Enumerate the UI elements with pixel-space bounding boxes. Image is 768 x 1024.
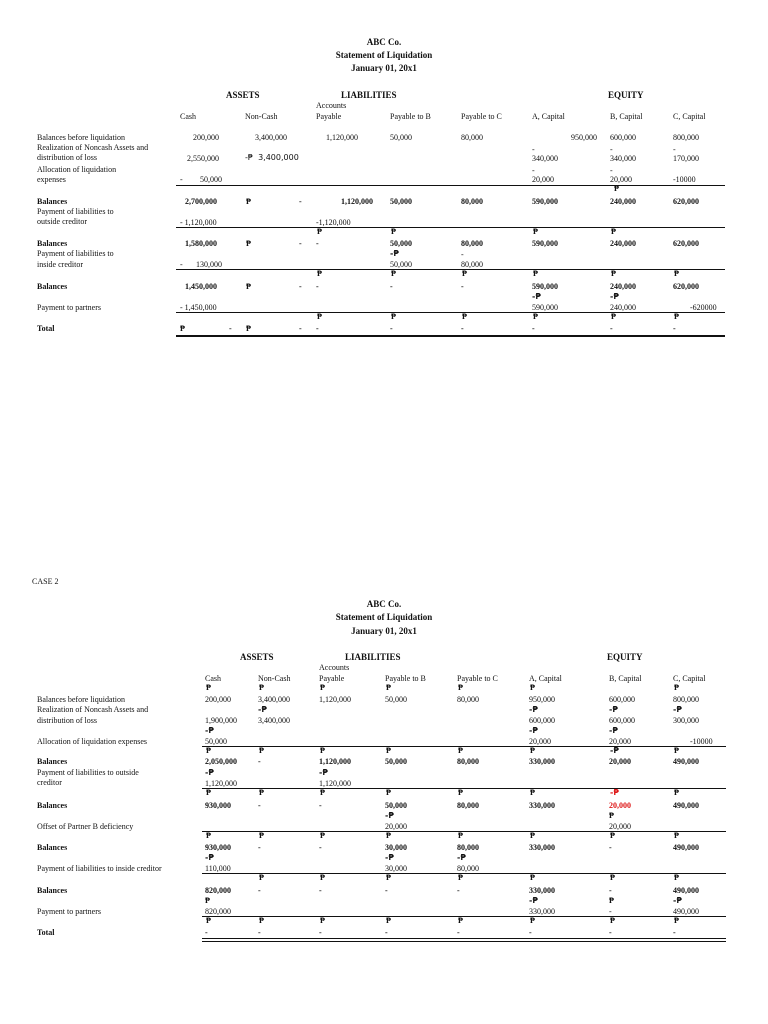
peso-sign: ₱ <box>259 788 264 797</box>
peso-sign: ₱ <box>206 831 211 840</box>
subtotal-rule <box>202 746 726 747</box>
neg-peso: -₱ <box>205 726 214 735</box>
cell: 170,000 <box>673 154 699 163</box>
dash: - <box>610 324 613 333</box>
peso-sign: ₱ <box>533 312 538 321</box>
cell: 590,000 <box>532 239 558 248</box>
dash: - <box>457 886 460 895</box>
peso-sign: ₱ <box>462 312 467 321</box>
cell: 80,000 <box>461 260 483 269</box>
dash: - <box>229 324 232 333</box>
neg-peso: -₱ <box>610 746 619 755</box>
cell: 620,000 <box>673 282 699 291</box>
cell: 340,000 <box>532 154 558 163</box>
cell: 50,000 <box>200 175 222 184</box>
peso-sign: ₱ <box>391 269 396 278</box>
col-capital-c: C, Capital <box>673 674 706 683</box>
peso-sign: ₱ <box>674 873 679 882</box>
dash: - <box>180 260 183 269</box>
neg-peso: -₱ <box>390 249 399 258</box>
peso-sign: ₱ <box>317 269 322 278</box>
peso-sign: ₱ <box>317 312 322 321</box>
liabilities-header: LIABILITIES <box>345 652 401 662</box>
peso-sign: ₱ <box>259 916 264 925</box>
peso-sign: ₱ <box>609 811 614 820</box>
dash: - <box>609 928 612 937</box>
cell: 600,000 <box>610 133 636 142</box>
cell: 80,000 <box>457 843 479 852</box>
cell: 620,000 <box>673 239 699 248</box>
dash: - <box>609 907 612 916</box>
cell: 50,000 <box>385 695 407 704</box>
cell: 20,000 <box>609 822 631 831</box>
dash: - <box>532 166 535 175</box>
peso-sign: ₱ <box>458 746 463 755</box>
col-cash: Cash <box>205 674 221 683</box>
row-label: Offset of Partner B deficiency <box>37 822 134 831</box>
peso-sign: ₱ <box>259 683 264 692</box>
cell: 2,050,000 <box>205 757 237 766</box>
peso-sign: ₱ <box>533 227 538 236</box>
cell: 1,900,000 <box>205 716 237 725</box>
cell: 50,000 <box>390 260 412 269</box>
cell: 80,000 <box>461 197 483 206</box>
peso-sign: ₱ <box>609 896 614 905</box>
cell: 3,400,000 <box>255 133 287 142</box>
cell: -₱ 3,400,000 <box>245 153 299 162</box>
equity-header: EQUITY <box>608 90 644 100</box>
peso-sign: ₱ <box>206 746 211 755</box>
cell: 600,000 <box>609 695 635 704</box>
cell: 20,000 <box>532 175 554 184</box>
dash: - <box>319 928 322 937</box>
dash: - <box>385 928 388 937</box>
peso-sign: ₱ <box>610 831 615 840</box>
cell: 330,000 <box>529 907 555 916</box>
peso-sign: ₱ <box>386 831 391 840</box>
cell: 80,000 <box>461 239 483 248</box>
dash: - <box>205 928 208 937</box>
total-double-rule <box>202 938 726 942</box>
cell: 20,000 <box>610 175 632 184</box>
case2-label: CASE 2 <box>32 577 59 586</box>
peso-sign: ₱ <box>458 916 463 925</box>
cell: - 1,450,000 <box>180 303 217 312</box>
statement-title: Statement of Liquidation <box>335 50 433 60</box>
neg-peso: -₱ <box>205 853 214 862</box>
subtotal-rule <box>202 788 726 789</box>
company-name: ABC Co. <box>366 37 402 47</box>
peso-sign: ₱ <box>674 269 679 278</box>
dash: - <box>258 801 261 810</box>
row-label: outside creditor <box>37 217 87 226</box>
peso-sign: ₱ <box>458 683 463 692</box>
cell: 200,000 <box>193 133 219 142</box>
cell: 80,000 <box>461 133 483 142</box>
cell: 20,000 <box>609 737 631 746</box>
dash: - <box>258 843 261 852</box>
neg-peso: -₱ <box>609 705 618 714</box>
col-noncash: Non-Cash <box>258 674 291 683</box>
dash: - <box>299 239 302 248</box>
peso-sign: ₱ <box>320 683 325 692</box>
col-noncash: Non-Cash <box>245 112 278 121</box>
dash: - <box>385 886 388 895</box>
peso-sign: ₱ <box>320 916 325 925</box>
peso-sign: ₱ <box>530 831 535 840</box>
col-ap-line1: Accounts <box>319 663 350 672</box>
dash: - <box>609 886 612 895</box>
cell: -10000 <box>673 175 696 184</box>
row-label: Payment of liabilities to <box>37 249 114 258</box>
cell: 80,000 <box>457 695 479 704</box>
dash: - <box>316 239 319 248</box>
cell: 1,120,000 <box>319 779 351 788</box>
cell: 330,000 <box>529 801 555 810</box>
peso-sign: ₱ <box>614 184 619 193</box>
cell: 20,000 <box>385 822 407 831</box>
cell: 240,000 <box>610 239 636 248</box>
neg-peso: -₱ <box>385 811 394 820</box>
subtotal-rule <box>176 269 725 270</box>
subtotal-rule <box>176 185 725 186</box>
neg-peso: -₱ <box>205 768 214 777</box>
peso-sign: ₱ <box>391 312 396 321</box>
dash: - <box>609 843 612 852</box>
neg-peso: -₱ <box>319 768 328 777</box>
neg-peso: -₱ <box>529 726 538 735</box>
peso-sign: ₱ <box>610 873 615 882</box>
statement-date: January 01, 20x1 <box>351 626 417 636</box>
peso-sign: ₱ <box>386 916 391 925</box>
subtotal-rule <box>176 312 725 313</box>
peso-sign: ₱ <box>530 873 535 882</box>
dash: - <box>457 928 460 937</box>
row-label: Balances <box>37 801 68 810</box>
cell: 800,000 <box>673 133 699 142</box>
row-label: Balances before liquidation <box>37 133 125 142</box>
col-capital-a: A, Capital <box>532 112 565 121</box>
row-label: Payment of liabilities to <box>37 207 114 216</box>
peso-sign: ₱ <box>320 746 325 755</box>
peso-sign: ₱ <box>530 788 535 797</box>
peso-sign: ₱ <box>533 269 538 278</box>
cell: 490,000 <box>673 801 699 810</box>
col-payable-b: Payable to B <box>390 112 431 121</box>
dash: - <box>461 250 464 259</box>
col-payable-c: Payable to C <box>461 112 502 121</box>
dash: - <box>319 886 322 895</box>
peso-sign: ₱ <box>320 873 325 882</box>
neg-peso: -₱ <box>673 705 682 714</box>
cell: 1,580,000 <box>185 239 217 248</box>
cell: 50,000 <box>385 757 407 766</box>
peso-sign: ₱ <box>386 746 391 755</box>
peso-sign: ₱ <box>530 683 535 692</box>
peso-sign: ₱ <box>458 788 463 797</box>
col-ap-line2: Payable <box>319 674 345 683</box>
cell: -620000 <box>690 303 717 312</box>
cell: 2,550,000 <box>187 154 219 163</box>
row-label: Balances <box>37 282 68 291</box>
row-label: Payment of liabilities to outside <box>37 768 139 777</box>
cell: 240,000 <box>610 282 636 291</box>
cell: 930,000 <box>205 843 231 852</box>
dash: - <box>319 843 322 852</box>
peso-sign: ₱ <box>674 683 679 692</box>
row-label: Realization of Noncash Assets and <box>37 143 149 152</box>
dash: - <box>316 324 319 333</box>
cell: 80,000 <box>457 864 479 873</box>
dash: - <box>258 928 261 937</box>
cell: 1,120,000 <box>319 757 351 766</box>
assets-header: ASSETS <box>240 652 274 662</box>
dash: - <box>673 145 676 154</box>
neg-peso: -₱ <box>385 853 394 862</box>
cell: 1,120,000 <box>341 197 373 206</box>
cell: 20,000 <box>529 737 551 746</box>
dash: - <box>299 282 302 291</box>
dash: - <box>610 145 613 154</box>
dash: - <box>532 324 535 333</box>
row-label: creditor <box>37 778 62 787</box>
peso-sign: ₱ <box>674 831 679 840</box>
cell: 240,000 <box>610 303 636 312</box>
cell: -1,120,000 <box>316 218 351 227</box>
row-label: distribution of loss <box>37 716 98 725</box>
cell: 950,000 <box>571 133 597 142</box>
peso-sign: ₱ <box>611 227 616 236</box>
cell: 490,000 <box>673 907 699 916</box>
peso-sign: ₱ <box>259 746 264 755</box>
cell: 1,120,000 <box>326 133 358 142</box>
col-capital-a: A, Capital <box>529 674 562 683</box>
statement-title: Statement of Liquidation <box>335 612 433 622</box>
cell: 490,000 <box>673 757 699 766</box>
peso-sign: ₱ <box>206 788 211 797</box>
neg-peso: -₱ <box>529 705 538 714</box>
subtotal-rule <box>202 873 726 874</box>
assets-header: ASSETS <box>226 90 260 100</box>
cell: 80,000 <box>457 757 479 766</box>
cell: 820,000 <box>205 886 231 895</box>
row-label: Balances <box>37 197 68 206</box>
cell: 30,000 <box>385 864 407 873</box>
dash: - <box>316 282 319 291</box>
peso-sign: ₱ <box>206 683 211 692</box>
peso-sign: ₱ <box>386 683 391 692</box>
cell: 1,450,000 <box>185 282 217 291</box>
cell: 50,000 <box>390 197 412 206</box>
neg-peso: -₱ <box>610 292 619 301</box>
peso-sign: ₱ <box>246 324 251 333</box>
cell: 50,000 <box>205 737 227 746</box>
row-label: Balances <box>37 757 68 766</box>
col-capital-c: C, Capital <box>673 112 706 121</box>
subtotal-rule <box>202 916 726 917</box>
cell: 30,000 <box>385 843 407 852</box>
dash: - <box>258 886 261 895</box>
total-rule <box>176 335 725 337</box>
neg-peso: -₱ <box>529 896 538 905</box>
statement-date: January 01, 20x1 <box>351 63 417 73</box>
cell: 330,000 <box>529 843 555 852</box>
row-label: Balances <box>37 239 68 248</box>
dash: - <box>610 166 613 175</box>
col-capital-b: B, Capital <box>610 112 643 121</box>
cell: 620,000 <box>673 197 699 206</box>
neg-peso: -₱ <box>532 292 541 301</box>
dash: - <box>258 757 261 766</box>
dash: - <box>390 324 393 333</box>
col-capital-b: B, Capital <box>609 674 642 683</box>
peso-sign: ₱ <box>320 831 325 840</box>
row-label: Balances before liquidation <box>37 695 125 704</box>
cell: 590,000 <box>532 282 558 291</box>
cell: 50,000 <box>390 239 412 248</box>
cell: 50,000 <box>390 133 412 142</box>
cell: 490,000 <box>673 843 699 852</box>
dash: - <box>529 928 532 937</box>
total-label: Total <box>37 928 55 937</box>
row-label: Realization of Noncash Assets and <box>37 705 149 714</box>
peso-sign: ₱ <box>611 312 616 321</box>
peso-sign: ₱ <box>246 239 251 248</box>
dash: - <box>461 324 464 333</box>
cell: -10000 <box>690 737 713 746</box>
neg-peso: -₱ <box>457 853 466 862</box>
peso-sign: ₱ <box>674 788 679 797</box>
peso-sign: ₱ <box>462 269 467 278</box>
cell: 110,000 <box>205 864 231 873</box>
peso-sign: ₱ <box>458 831 463 840</box>
cell: 80,000 <box>457 801 479 810</box>
peso-sign: ₱ <box>674 312 679 321</box>
peso-sign: ₱ <box>458 873 463 882</box>
neg-peso: -₱ <box>258 705 267 714</box>
cell: 590,000 <box>532 303 558 312</box>
peso-sign: ₱ <box>610 916 615 925</box>
peso-sign: ₱ <box>386 788 391 797</box>
cell: 340,000 <box>610 154 636 163</box>
row-label: expenses <box>37 175 66 184</box>
cell: 330,000 <box>529 757 555 766</box>
company-name: ABC Co. <box>366 599 402 609</box>
neg-peso: -₱ <box>673 896 682 905</box>
row-label: Payment to partners <box>37 907 101 916</box>
dash: - <box>673 928 676 937</box>
col-payable-b: Payable to B <box>385 674 426 683</box>
equity-header: EQUITY <box>607 652 643 662</box>
cell: 590,000 <box>532 197 558 206</box>
peso-sign: ₱ <box>611 269 616 278</box>
cell: 2,700,000 <box>185 197 217 206</box>
dash: - <box>319 801 322 810</box>
dash: - <box>673 324 676 333</box>
cell: 800,000 <box>673 695 699 704</box>
cell: 930,000 <box>205 801 231 810</box>
total-label: Total <box>37 324 55 333</box>
row-label: distribution of loss <box>37 153 98 162</box>
dash: - <box>532 145 535 154</box>
cell: 600,000 <box>609 716 635 725</box>
cell: 600,000 <box>529 716 555 725</box>
col-payable-c: Payable to C <box>457 674 498 683</box>
neg-peso: -₱ <box>609 726 618 735</box>
cell: 240,000 <box>610 197 636 206</box>
dash: - <box>390 282 393 291</box>
cell: 950,000 <box>529 695 555 704</box>
dash: - <box>461 282 464 291</box>
peso-sign: ₱ <box>386 873 391 882</box>
peso-sign: ₱ <box>530 746 535 755</box>
col-ap-line2: Payable <box>316 112 342 121</box>
dash: - <box>299 197 302 206</box>
cell: 130,000 <box>196 260 222 269</box>
cell: 3,400,000 <box>258 695 290 704</box>
cell: 3,400,000 <box>258 716 290 725</box>
peso-sign: ₱ <box>180 324 185 333</box>
cell: 300,000 <box>673 716 699 725</box>
peso-sign: ₱ <box>259 873 264 882</box>
cell: 330,000 <box>529 886 555 895</box>
cell: 200,000 <box>205 695 231 704</box>
cell: 820,000 <box>205 907 231 916</box>
peso-sign: ₱ <box>530 916 535 925</box>
cell: 1,120,000 <box>319 695 351 704</box>
peso-sign: ₱ <box>317 227 322 236</box>
cell: 20,000 <box>609 757 631 766</box>
dash: - <box>299 324 302 333</box>
row-label: Allocation of liquidation expenses <box>37 737 147 746</box>
peso-sign: ₱ <box>674 916 679 925</box>
row-label: Balances <box>37 886 68 895</box>
neg-peso: -₱ <box>610 788 619 797</box>
row-label: Balances <box>37 843 68 852</box>
peso-sign: ₱ <box>205 896 210 905</box>
subtotal-rule <box>202 831 726 832</box>
row-label: Allocation of liquidation <box>37 165 117 174</box>
cell: - 1,120,000 <box>180 218 217 227</box>
cell: 490,000 <box>673 886 699 895</box>
row-label: inside creditor <box>37 260 83 269</box>
subtotal-rule <box>176 227 725 228</box>
cell: 1,120,000 <box>205 779 237 788</box>
row-label: Payment of liabilities to inside creditor <box>37 864 162 873</box>
peso-sign: ₱ <box>206 916 211 925</box>
peso-sign: ₱ <box>674 746 679 755</box>
peso-sign: ₱ <box>320 788 325 797</box>
col-cash: Cash <box>180 112 196 121</box>
col-ap-line1: Accounts <box>316 101 347 110</box>
cell: 50,000 <box>385 801 407 810</box>
liabilities-header: LIABILITIES <box>341 90 397 100</box>
peso-sign: ₱ <box>246 197 251 206</box>
dash: - <box>180 175 183 184</box>
peso-sign: ₱ <box>391 227 396 236</box>
peso-sign: ₱ <box>259 831 264 840</box>
peso-sign: ₱ <box>246 282 251 291</box>
row-label: Payment to partners <box>37 303 101 312</box>
deficiency-cell: 20,000 <box>609 801 631 810</box>
